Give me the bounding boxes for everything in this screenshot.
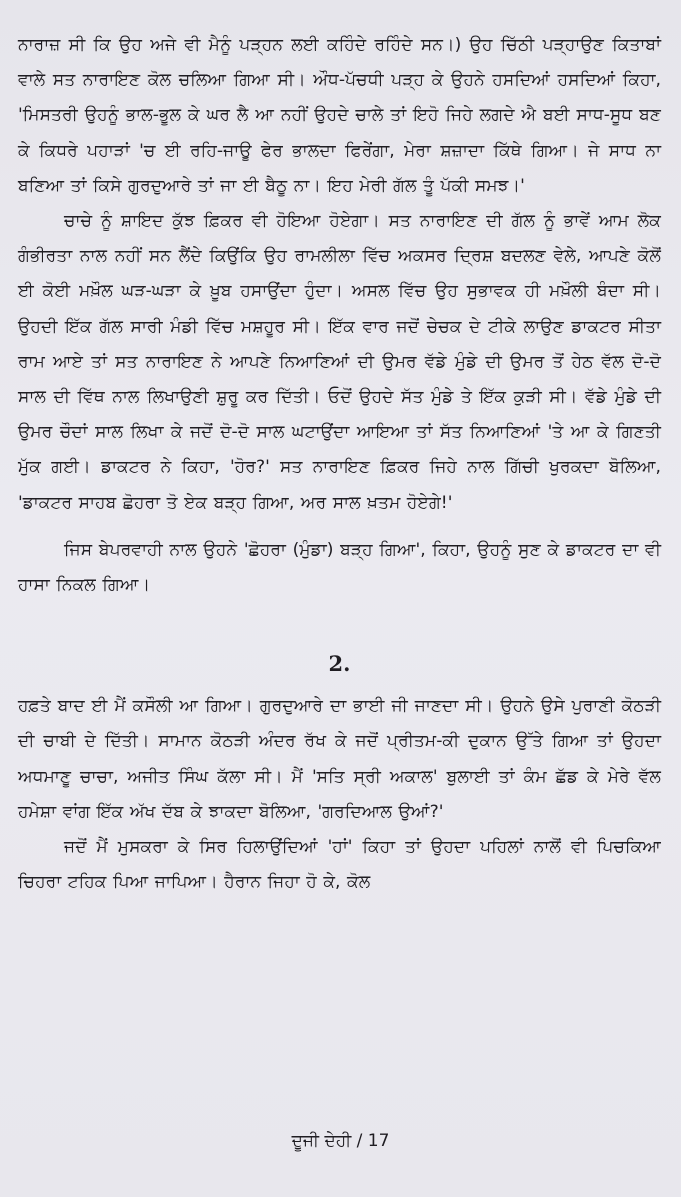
page-footer: ਦੂਜੀ ਦੇਹੀ / 17 — [291, 1131, 390, 1151]
paragraph-letter-reading: ਨਾਰਾਜ਼ ਸੀ ਕਿ ਉਹ ਅਜੇ ਵੀ ਮੈਨੂੰ ਪੜ੍ਹਨ ਲਈ ਕਹਿੰਦੇ ਰਹਿੰਦੇ ਸਨ।) ਉਹ ਚਿੱਠੀ ਪੜ੍ਹਾਉਣ ਕਿਤਾਬਾਂ ਵਾਲੇ ਸਤ ਨਾਰਾਇਣ ਕੋਲ ਚਲਿਆ ਗਿਆ ਸੀ। ਔਧ-ਪੱਚਧੀ ਪੜ੍ਹ ਕੇ ਉਹਨੇ ਹਸਦਿਆਂ ਹਸਦਿਆਂ ਕਿਹਾ, 'ਮਿਸਤਰੀ ਉਹਨੂੰ ਭਾਲ-ਭੂਲ ਕੇ ਘਰ ਲੈ ਆ ਨਹੀਂ ਉਹਦੇ ਚਾਲੇ ਤਾਂ ਇਹੋ ਜਿਹੇ ਲਗਦੇ ਐ ਬਈ ਸਾਧ-ਸੂਧ ਬਣ ਕੇ ਕਿਧਰੇ ਪਹਾੜਾਂ 'ਚ ਈ ਰਹਿ-ਜਾਊ ਫੇਰ ਭਾਲਦਾ ਫਿਰੇਂਗਾ, ਮੇਰਾ ਸ਼ਜ਼ਾਦਾ ਕਿੱਥੇ ਗਿਆ। ਜੇ ਸਾਧ ਨਾ ਬਣਿਆ ਤਾਂ ਕਿਸੇ ਗੁਰਦੁਆਰੇ ਤਾਂ ਜਾ ਈ ਬੈਠੂ ਨਾ। ਇਹ ਮੇਰੀ ਗੱਲ ਤੂੰ ਪੱਕੀ ਸਮਝ।' — [18, 35, 661, 196]
section-number: 2. — [328, 651, 351, 677]
section-one — [18, 28, 661, 603]
paragraph-doctor-laugh: ਜਿਸ ਬੇਪਰਵਾਹੀ ਨਾਲ ਉਹਨੇ 'ਛੋਹਰਾ (ਮੁੰਡਾ) ਬੜ੍ਹ ਗਿਆ', ਕਿਹਾ, ਉਹਨੂੰ ਸੁਣ ਕੇ ਡਾਕਟਰ ਦਾ ਵੀ ਹਾਸਾ ਨਿਕਲ ਗਿਆ। — [18, 539, 661, 596]
section-two — [18, 689, 661, 900]
paragraph-uncle-worry: ਚਾਚੇ ਨੂੰ ਸ਼ਾਇਦ ਕੁੱਝ ਫ਼ਿਕਰ ਵੀ ਹੋਇਆ ਹੋਏਗਾ। ਸਤ ਨਾਰਾਇਣ ਦੀ ਗੱਲ ਨੂੰ ਭਾਵੇਂ ਆਮ ਲੋਕ ਗੰਭੀਰਤਾ ਨਾਲ ਨਹੀਂ ਸਨ ਲੈਂਦੇ ਕਿਉਂਕਿ ਉਹ ਰਾਮਲੀਲਾ ਵਿੱਚ ਅਕਸਰ ਦ੍ਰਿਸ਼ ਬਦਲਣ ਵੇਲੇ, ਆਪਣੇ ਕੋਲੋਂ ਈ ਕੋਈ ਮਖ਼ੌਲ ਘੜ-ਘੜਾ ਕੇ ਖ਼ੂਬ ਹਸਾਉਂਦਾ ਹੁੰਦਾ। ਅਸਲ ਵਿੱਚ ਉਹ ਸੁਭਾਵਕ ਹੀ ਮਖ਼ੌਲੀ ਬੰਦਾ ਸੀ। ਉਹਦੀ ਇੱਕ ਗੱਲ ਸਾਰੀ ਮੰਡੀ ਵਿੱਚ ਮਸ਼ਹੂਰ ਸੀ। ਇੱਕ ਵਾਰ ਜਦੋਂ ਚੇਚਕ ਦੇ ਟੀਕੇ ਲਾਉਣ ਡਾਕਟਰ ਸੀਤਾ ਰਾਮ ਆਏ ਤਾਂ ਸਤ ਨਾਰਾਇਣ ਨੇ ਆਪਣੇ ਨਿਆਣਿਆਂ ਦੀ ਉਮਰ ਵੱਡੇ ਮੁੰਡੇ ਦੀ ਉਮਰ ਤੋਂ ਹੇਠ ਵੱਲ ਦੋ-ਦੋ ਸਾਲ ਦੀ ਵਿੱਥ ਨਾਲ ਲਿਖਾਉਣੀ ਸ਼ੁਰੂ ਕਰ ਦਿੱਤੀ। ਓਦੋਂ ਉਹਦੇ ਸੱਤ ਮੁੰਡੇ ਤੇ ਇੱਕ ਕੁੜੀ ਸੀ। ਵੱਡੇ ਮੁੰਡੇ ਦੀ ਉਮਰ ਚੌਦਾਂ ਸਾਲ ਲਿਖਾ ਕੇ ਜਦੋਂ ਦੋ-ਦੋ ਸਾਲ ਘਟਾਉਂਦਾ ਆਇਆ ਤਾਂ ਸੱਤ ਨਿਆਣਿਆਂ 'ਤੇ ਆ ਕੇ ਗਿਣਤੀ ਮੁੱਕ ਗਈ। ਡਾਕਟਰ ਨੇ ਕਿਹਾ, 'ਹੋਰ?' ਸਤ ਨਾਰਾਇਣ ਫ਼ਿਕਰ ਜਿਹੇ ਨਾਲ ਗਿੱਚੀ ਖੁਰਕਦਾ ਬੋਲਿਆ, 'ਡਾਕਟਰ ਸਾਹਬ ਛੋਹਰਾ ਤੋ ਏਕ ਬੜ੍ਹ ਗਿਆ, ਅਰ ਸਾਲ ਖ਼ਤਮ ਹੋਏਗੇ!' — [18, 211, 661, 513]
paragraph-smile-reply: ਜਦੋਂ ਮੈਂ ਮੁਸਕਰਾ ਕੇ ਸਿਰ ਹਿਲਾਉਂਦਿਆਂ 'ਹਾਂ' ਕਿਹਾ ਤਾਂ ਉਹਦਾ ਪਹਿਲਾਂ ਨਾਲੋਂ ਵੀ ਪਿਚਕਿਆ ਚਿਹਰਾ ਟਹਿਕ ਪਿਆ ਜਾਪਿਆ। ਹੈਰਾਨ ਜਿਹਾ ਹੋ ਕੇ, ਕੋਲ — [18, 837, 661, 893]
paragraph-arrival-kasauli: ਹਫ਼ਤੇ ਬਾਦ ਈ ਮੈਂ ਕਸੌਲੀ ਆ ਗਿਆ। ਗੁਰਦੁਆਰੇ ਦਾ ਭਾਈ ਜੀ ਜਾਣਦਾ ਸੀ। ਉਹਨੇ ਉਸੇ ਪੁਰਾਣੀ ਕੋਠੜੀ ਦੀ ਚਾਬੀ ਦੇ ਦਿੱਤੀ। ਸਾਮਾਨ ਕੋਠੜੀ ਅੰਦਰ ਰੱਖ ਕੇ ਜਦੋਂ ਪ੍ਰੀਤਮ-ਕੀ ਦੁਕਾਨ ਉੱਤੇ ਗਿਆ ਤਾਂ ਉਹਦਾ ਅਧਮਾਣੂ ਚਾਚਾ, ਅਜੀਤ ਸਿੰਘ ਕੱਲਾ ਸੀ। ਮੈਂ 'ਸਤਿ ਸ੍ਰੀ ਅਕਾਲ' ਬੁਲਾਈ ਤਾਂ ਕੰਮ ਛੱਡ ਕੇ ਮੇਰੇ ਵੱਲ ਹਮੇਸ਼ਾ ਵਾਂਗ ਇੱਕ ਅੱਖ ਦੱਬ ਕੇ ਝਾਕਦਾ ਬੋਲਿਆ, 'ਗਰਦਿਆਲ ਉਆਂ?' — [18, 696, 661, 822]
